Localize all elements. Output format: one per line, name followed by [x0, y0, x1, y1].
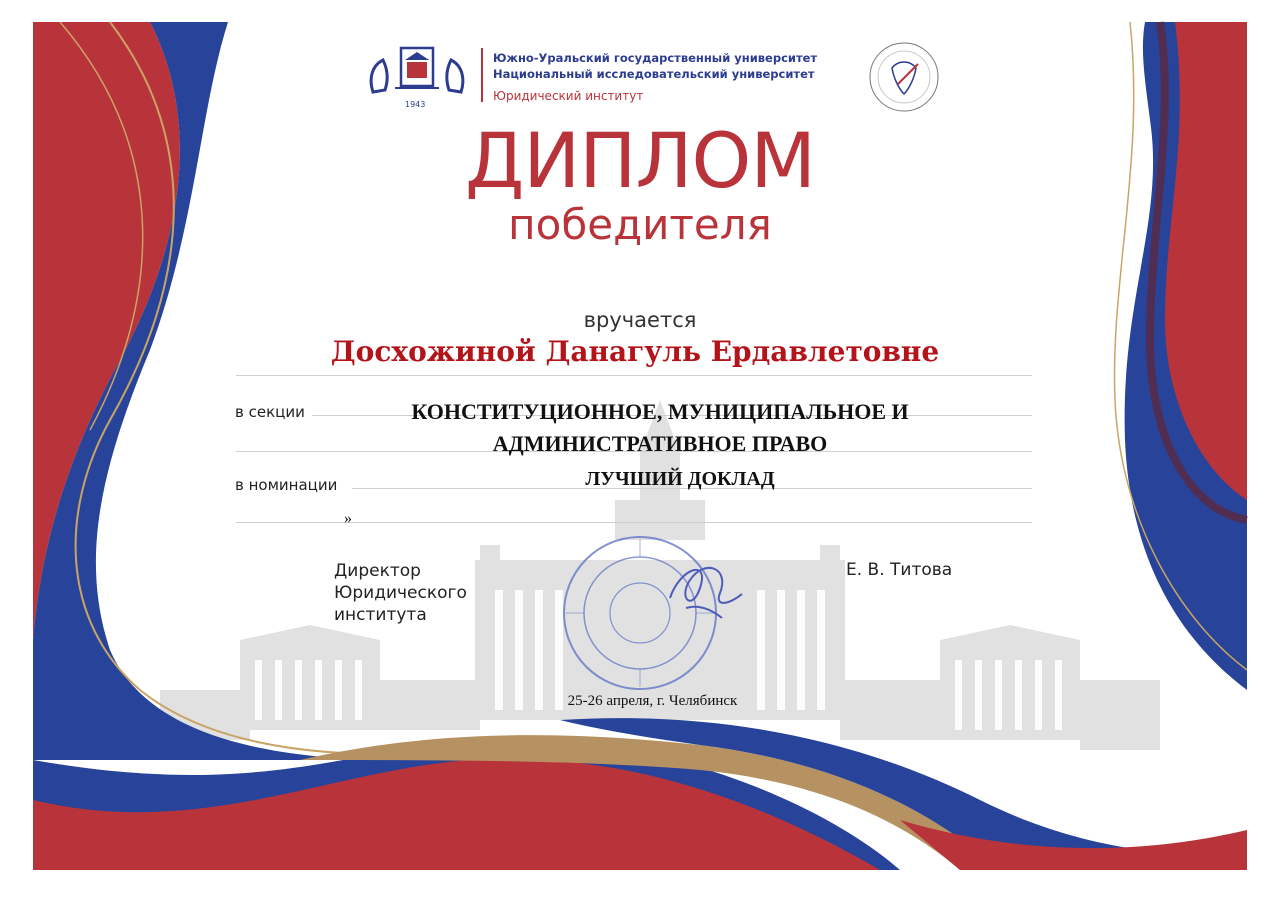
nomination-label: в номинации — [235, 476, 338, 494]
university-status: Национальный исследовательский университет — [493, 67, 815, 81]
university-header — [493, 50, 817, 104]
diploma-subtitle: победителя — [508, 200, 772, 249]
official-stamp — [560, 528, 760, 698]
signatory-position-line3: института — [334, 605, 427, 625]
rule-line — [236, 522, 1032, 523]
institute-name: Юридический институт — [493, 89, 644, 103]
university-name: Южно-Уральский государственный университет — [493, 51, 818, 65]
signatory-position-line2: Юридического — [334, 583, 467, 603]
recipient-name: Досхожиной Данагуль Ердавлетовне — [330, 335, 940, 368]
header-divider — [481, 48, 483, 102]
diploma-title: ДИПЛОМ — [465, 116, 815, 205]
awarded-text: вручается — [583, 308, 697, 332]
logo-year: 1943 — [405, 100, 426, 109]
section-value — [360, 396, 960, 460]
student-society-emblem — [862, 40, 946, 114]
signatory-position-line1: Директор — [334, 561, 421, 581]
signatory-position — [334, 560, 467, 626]
section-label: в секции — [235, 403, 305, 421]
section-value-line2: АДМИНИСТРАТИВНОЕ ПРАВО — [492, 431, 828, 456]
rule-line — [236, 375, 1032, 376]
nomination-value: ЛУЧШИЙ ДОКЛАД — [585, 468, 775, 490]
university-logo — [365, 44, 469, 108]
closing-quote: » — [344, 510, 352, 527]
date-place: 25-26 апреля, г. Челябинск — [567, 693, 738, 709]
signatory-name: Е. В. Титова — [846, 560, 953, 580]
section-value-line1: КОНСТИТУЦИОННОЕ, МУНИЦИПАЛЬНОЕ И — [411, 399, 909, 424]
